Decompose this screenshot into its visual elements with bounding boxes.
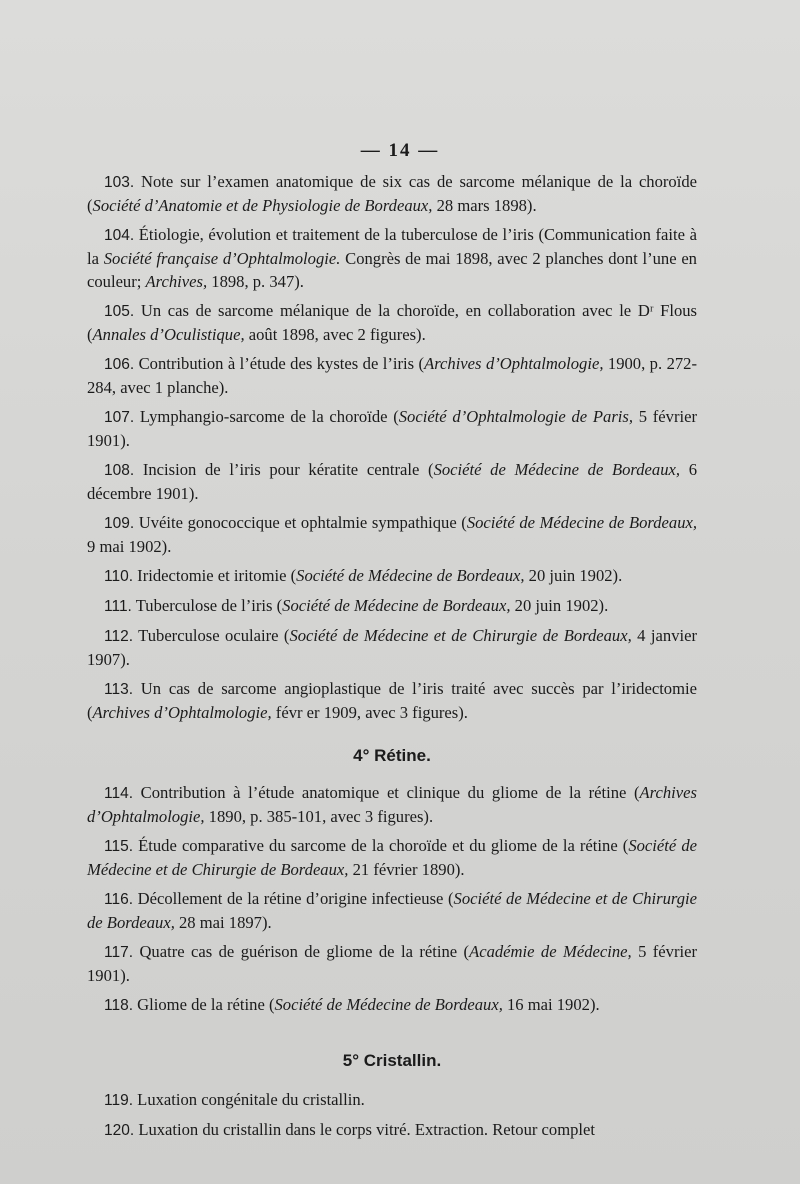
bibliography-entry [87,511,697,558]
entry-text: Uvéite gonococcique et ophtalmie sympathique ( [134,513,467,532]
entry-number: 103. [104,174,135,191]
entry-text: Congrès de mai 1898, avec 2 planches dont l’une en couleur; [87,249,697,291]
entry-source: Société de Médecine de Bordeaux, [274,995,503,1014]
bibliography-entry [87,940,697,987]
entry-source: Académie de Médecine, [469,942,632,961]
entry-source: Archives d’Ophtalmologie, [424,354,604,373]
entry-text: 1890, p. 385-101, avec 3 figures). [204,807,434,826]
bibliography-entry [87,223,697,293]
entry-text: Étiologie, évolution et traitement de la tuberculose de l’iris (Communication faite à la [87,225,697,268]
entry-text: Note sur l’examen anatomique de six cas de sarcome mélanique de la choroïde ( [87,172,697,215]
entry-source: Société de Médecine de Bordeaux, [433,460,681,479]
bibliography-entry [87,594,697,618]
entry-text: 21 février 1890). [348,860,465,879]
bibliography-body [87,170,697,1148]
entry-source: Société de Médecine et de Chirurgie de Bordeaux, [87,889,697,932]
bibliography-entry [87,677,697,724]
bibliography-entry [87,1118,697,1142]
entry-text: Contribution à l’étude des kystes de l’iris ( [134,354,425,373]
entry-number: 111. [104,598,132,615]
entry-text: Gliome de la rétine ( [133,995,275,1014]
entry-text: Luxation du cristallin dans le corps vitré. Extraction. Retour complet [134,1120,595,1139]
bibliography-entry [87,458,697,505]
entry-number: 112. [104,628,134,645]
entry-text: Décollement de la rétine d’origine infectieuse ( [133,889,454,908]
entry-text: 20 juin 1902). [524,566,623,585]
entry-text: Quatre cas de guérison de gliome de la rétine ( [133,942,470,961]
entry-text: 16 mai 1902). [502,995,600,1014]
entry-text: Luxation congénitale du cristallin. [133,1090,365,1109]
bibliography-entry [87,887,697,934]
entry-source: Société de Médecine et de Chirurgie de Bordeaux, [87,836,697,879]
entry-text: 28 mai 1897). [174,913,272,932]
entry-text: 6 décembre 1901). [87,460,698,503]
entry-text: 5 février 1901). [87,942,697,985]
section-heading-retine: 4° Rétine. [353,746,431,765]
entry-text: Iridectomie et iritomie ( [133,566,297,585]
entry-number: 117. [104,944,134,961]
entry-source: Archives d’Ophtalmologie, [92,703,272,722]
bibliography-entry [87,834,697,881]
entry-number: 119. [104,1092,134,1109]
bibliography-entry [87,624,697,671]
entry-number: 118. [104,997,134,1014]
entry-text: Incision de l’iris pour kératite centrale ( [134,460,434,479]
entry-text: août 1898, avec 2 figures). [244,325,426,344]
bibliography-entry [87,299,697,346]
bibliography-entry [87,564,697,588]
bibliography-entry [87,170,697,217]
entries-group-cristallin [87,1088,697,1142]
entry-number: 108. [104,462,135,479]
entry-text: 1898, p. 347). [207,272,304,291]
entry-text: 4 janvier 1907). [87,626,697,669]
entry-text: Contribution à l’étude anatomique et clinique du gliome de la rétine ( [133,783,640,802]
entry-text: 20 juin 1902). [510,596,609,615]
entry-text: Lymphangio-sarcome de la choroïde ( [134,407,399,426]
bibliography-entry [87,1088,697,1112]
entry-text: Tuberculose oculaire ( [133,626,290,645]
bibliography-entry [87,993,697,1017]
entry-number: 110. [104,568,134,585]
entries-group-choroide-iris [87,170,697,724]
entry-text: 28 mars 1898). [432,196,537,215]
entry-text: févr er 1909, avec 3 figures). [271,703,468,722]
entry-source: Société de Médecine de Bordeaux, [466,513,697,532]
bibliography-entry [87,352,697,399]
entry-number: 106. [104,356,135,373]
entry-number: 109. [104,515,135,532]
page-number: — 14 — [360,140,440,161]
entry-text: Tuberculose de l’iris ( [131,596,283,615]
entry-number: 120. [104,1122,135,1139]
section-heading-cristallin: 5° Cristallin. [342,1051,442,1070]
entry-number: 104. [104,227,135,244]
entry-source: Société de Médecine de Bordeaux, [296,566,525,585]
bibliography-entry [87,405,697,452]
entry-source: Société d’Ophtalmologie de Paris, [398,407,634,426]
entries-group-retine [87,781,697,1017]
entry-text: Un cas de sarcome angioplastique de l’iris traité avec succès par l’iridectomie ( [87,679,697,722]
entry-source: Archives, [145,272,208,291]
entry-source: Société française d’Ophtalmologie. [103,249,341,268]
entry-number: 116. [104,891,134,908]
entry-text: 5 février 1901). [87,407,697,450]
entry-source: Société de Médecine et de Chirurgie de Bordeaux, [289,626,632,645]
entry-number: 113. [104,681,134,698]
bibliography-entry [87,781,697,828]
entry-text: 1900, p. 272-284, avec 1 planche). [87,354,697,397]
entry-source: Annales d’Oculistique, [92,325,245,344]
entry-source: Archives d’Ophtalmologie, [87,783,697,826]
entry-text: Étude comparative du sarcome de la choroïde et du gliome de la rétine ( [133,836,629,855]
entry-text: Un cas de sarcome mélanique de la choroïde, en collaboration avec le Dʳ Flous ( [87,301,697,344]
entry-text: 9 mai 1902). [87,537,172,556]
entry-number: 114. [104,785,134,802]
entry-source: Société d’Anatomie et de Physiologie de Bordeaux, [92,196,433,215]
entry-source: Société de Médecine de Bordeaux, [282,596,511,615]
entry-number: 115. [104,838,134,855]
entry-number: 105. [104,303,135,320]
entry-number: 107. [104,409,135,426]
